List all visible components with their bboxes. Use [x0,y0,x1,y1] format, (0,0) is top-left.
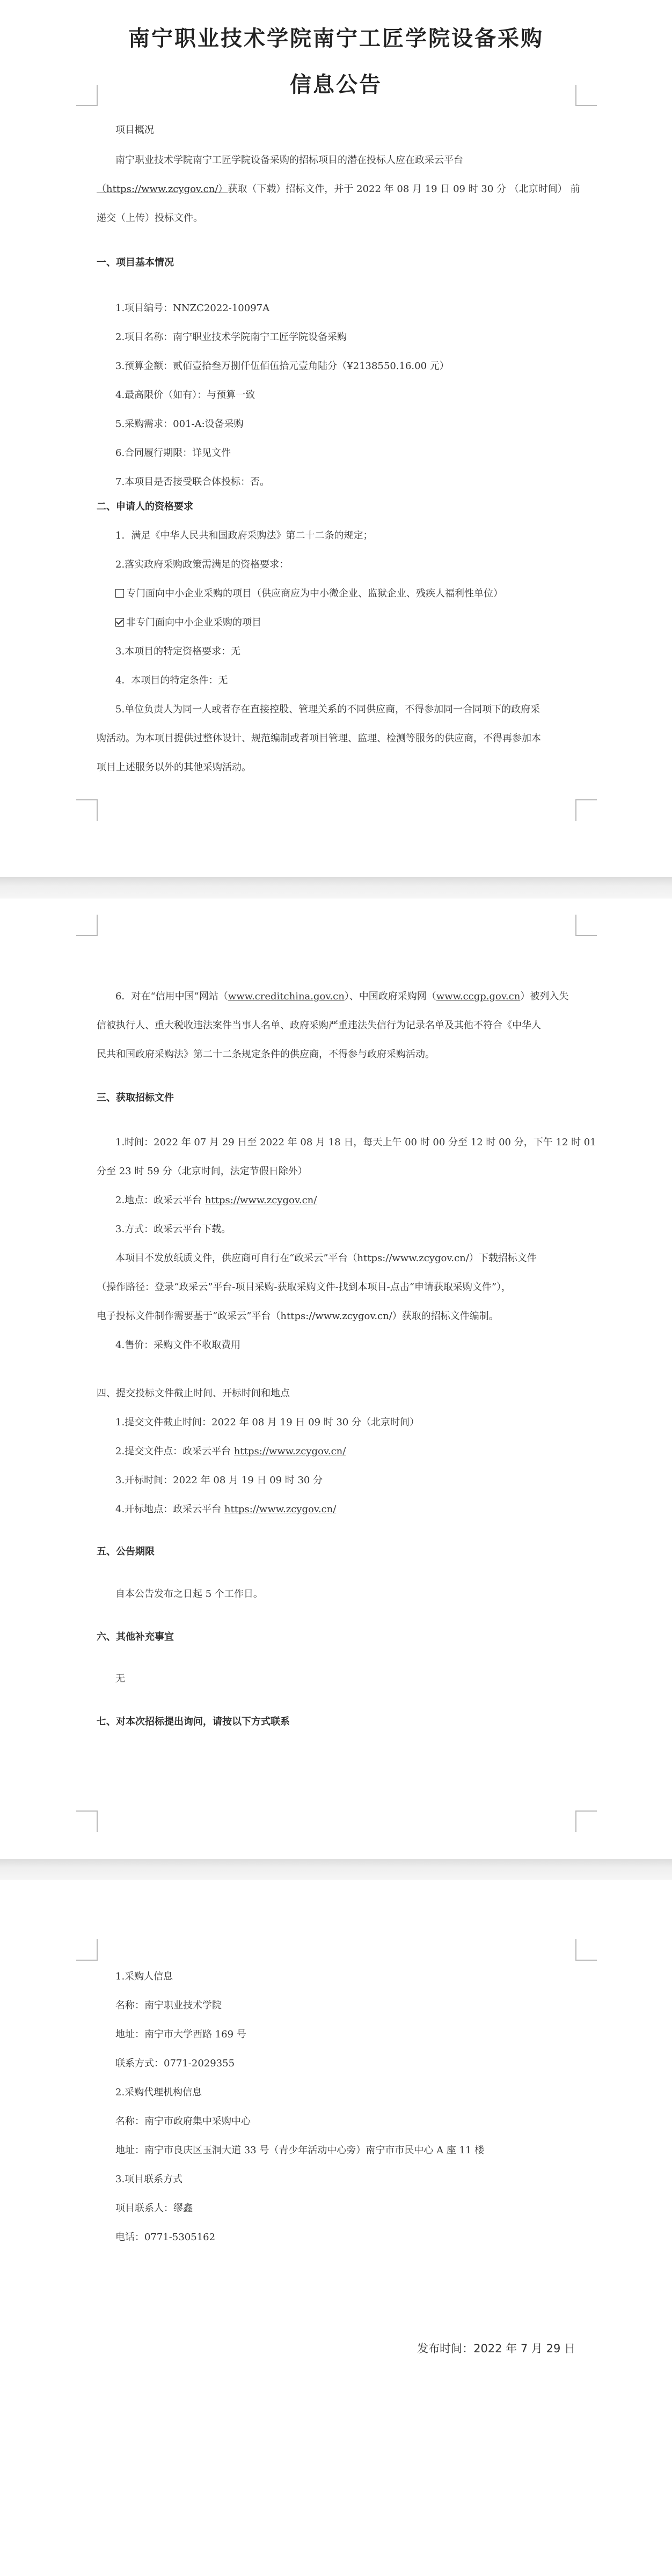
overview-text-deadline: 获取（下载）招标文件，并于 2022 年 08 月 19 日 09 时 30 分 （北京时间） 前 [228,183,580,195]
sme-option-dedicated [115,586,593,602]
qualification-item-5-line-3: 项目上述服务以外的其他采购活动。 [97,762,251,773]
submit-deadline: 1.提交文件截止时间：2022 年 08 月 19 日 09 时 30 分（北京时间） [115,1417,420,1428]
page-corner-mark [76,915,98,936]
zcygov-link[interactable]: https://www.zcygov.cn/ [224,1504,337,1515]
obtain-note-line-2: （操作路径：登录“政采云”平台-项目采购-获取采购文件-找到本项目-点击“申请获取采购文件”）， [97,1282,512,1293]
overview-text-line-3: 递交（上传）投标文件。 [97,212,203,224]
qualification-item-6-line-3: 民共和国政府采购法》第二十二条规定条件的供应商，不得参与政府采购活动。 [97,1049,435,1060]
document-page-2 [0,899,672,1859]
qualification-item-5-line-2: 购活动。为本项目提供过整体设计、规范编制或者项目管理、监理、检测等服务的供应商，不得再参加本 [97,733,541,744]
publish-date: 发布时间：2022 年 7 月 29 日 [417,2342,575,2355]
contact-agency-heading: 2.采购代理机构信息 [115,2087,202,2098]
obtain-note-line-3: 电子投标文件制作需要基于“政采云”平台（https://www.zcygov.cn/）获取的招标文件编制。 [97,1311,499,1322]
obtain-price: 4.售价：采购文件不收取费用 [115,1339,241,1351]
section-1-heading: 一、项目基本情况 [97,257,174,268]
qualification-item-5-line-1: 5.单位负责人为同一人或者存在直接控股、管理关系的不同供应商，不得参加同一合同项下的政府采 [115,704,540,715]
page-corner-mark [76,1939,98,1961]
text-span: 4.开标地点：政采云平台 [115,1504,224,1515]
qualification-item-6-line-1 [115,989,593,1005]
document-title: 南宁职业技术学院南宁工匠学院设备采购 [128,26,544,51]
project-info-item: 6.合同履行期限：详见文件 [115,447,231,459]
opening-time: 3.开标时间：2022 年 08 月 19 日 09 时 30 分 [115,1475,323,1486]
contact-purchaser-heading: 1.采购人信息 [115,1971,173,1982]
overview-label: 项目概况 [115,124,154,136]
project-info-item: 3.预算金额：贰佰壹拾叁万捌仟伍佰伍拾元壹角陆分（¥2138550.16.00 元） [115,360,449,372]
text-span: ）、中国政府采购网（ [344,991,436,1002]
sme-option-non-dedicated [115,615,593,631]
page-corner-mark [575,799,597,821]
qualification-item: 2.落实政府采购政策需满足的资格要求： [115,559,289,570]
agency-name: 名称：南宁市政府集中采购中心 [115,2116,251,2127]
submit-location [115,1444,593,1460]
page-corner-mark [575,1810,597,1832]
creditchina-link[interactable]: www.creditchina.gov.cn [228,991,345,1002]
zcygov-link[interactable]: https://www.zcygov.cn/ [204,1195,317,1206]
page-corner-mark [575,1939,597,1961]
overview-text-line-2 [97,181,580,197]
project-info-item: 1.项目编号：NNZC2022-10097A [115,303,270,314]
ccgp-link[interactable]: www.ccgp.gov.cn [436,991,521,1002]
page-corner-mark [575,915,597,936]
obtain-time-line-2: 分至 23 时 59 分（北京时间，法定节假日除外） [97,1166,308,1177]
qualification-item: 1．满足《中华人民共和国政府采购法》第二十二条的规定； [115,530,373,541]
section-6-heading: 六、其他补充事宜 [97,1631,174,1643]
opening-location [115,1502,593,1518]
contact-project-heading: 3.项目联系方式 [115,2174,183,2185]
project-info-item: 4.最高限价（如有）：与预算一致 [115,389,255,401]
obtain-time-line-1: 1.时间：2022 年 07 月 29 日至 2022 年 08 月 18 日，每天上午 00 时 00 分至 12 时 00 分，下午 12 时 01 [115,1137,596,1148]
notice-period-text: 自本公告发布之日起 5 个工作日。 [115,1588,263,1600]
page-corner-mark [76,799,98,821]
section-2-heading: 二、申请人的资格要求 [97,501,193,512]
supplement-text: 无 [115,1673,125,1684]
document-page-1 [0,0,672,877]
document-page-3 [0,1880,672,2576]
section-5-heading: 五、公告期限 [97,1546,155,1557]
agency-address: 地址：南宁市良庆区玉洞大道 33 号（青少年活动中心旁）南宁市市民中心 A 座 11 楼 [115,2145,485,2156]
project-info-item: 5.采购需求：001-A:设备采购 [115,418,244,430]
section-4-heading: 四、提交投标文件截止时间、开标时间和地点 [97,1388,290,1399]
obtain-location [115,1193,593,1209]
text-span: 6．对在“信用中国”网站（ [115,991,228,1002]
zcygov-link[interactable]: https://www.zcygov.cn/ [233,1446,346,1457]
project-info-item: 7.本项目是否接受联合体投标：否。 [115,476,270,488]
qualification-item-6-line-2: 信被执行人、重大税收违法案件当事人名单、政府采购严重违法失信行为记录名单及其他不符合《中华人 [97,1020,541,1031]
document-subtitle: 信息公告 [290,72,382,97]
project-info-item: 2.项目名称：南宁职业技术学院南宁工匠学院设备采购 [115,332,347,343]
sme-option-label: 非专门面向中小企业采购的项目 [126,617,261,628]
text-span: 2.提交文件点：政采云平台 [115,1446,234,1457]
page-corner-mark [76,1810,98,1832]
qualification-item: 3.本项目的特定资格要求：无 [115,646,241,657]
page-gap [0,877,672,899]
section-7-heading: 七、对本次招标提出询问，请按以下方式联系 [97,1716,290,1727]
purchaser-address: 地址：南宁市大学西路 169 号 [115,2029,246,2040]
qualification-item: 4．本项目的特定条件：无 [115,675,228,686]
project-contact-person: 项目联系人：缪鑫 [115,2203,193,2214]
text-span: 2.地点：政采云平台 [115,1195,205,1206]
purchaser-phone: 联系方式：0771-2029355 [115,2058,235,2069]
project-contact-phone: 电话：0771-5305162 [115,2232,216,2243]
page-gap [0,1859,672,1880]
obtain-method: 3.方式：政采云平台下载。 [115,1224,231,1235]
text-span: ）被列入失 [520,991,569,1002]
zcygov-link[interactable]: （https://www.zcygov.cn/） [97,183,228,195]
purchaser-name: 名称：南宁职业技术学院 [115,2000,222,2011]
checked-box-icon [115,618,124,627]
overview-text-line-1: 南宁职业技术学院南宁工匠学院设备采购的招标项目的潜在投标人应在政采云平台 [115,154,463,166]
sme-option-label: 专门面向中小企业采购的项目（供应商应为中小微企业、监狱企业、残疾人福利性单位） [126,588,503,599]
obtain-note-line-1: 本项目不发放纸质文件，供应商可自行在“政采云”平台（https://www.zcygov.cn/）下载招标文件 [115,1253,537,1264]
unchecked-box-icon [115,589,124,598]
section-3-heading: 三、获取招标文件 [97,1092,174,1103]
